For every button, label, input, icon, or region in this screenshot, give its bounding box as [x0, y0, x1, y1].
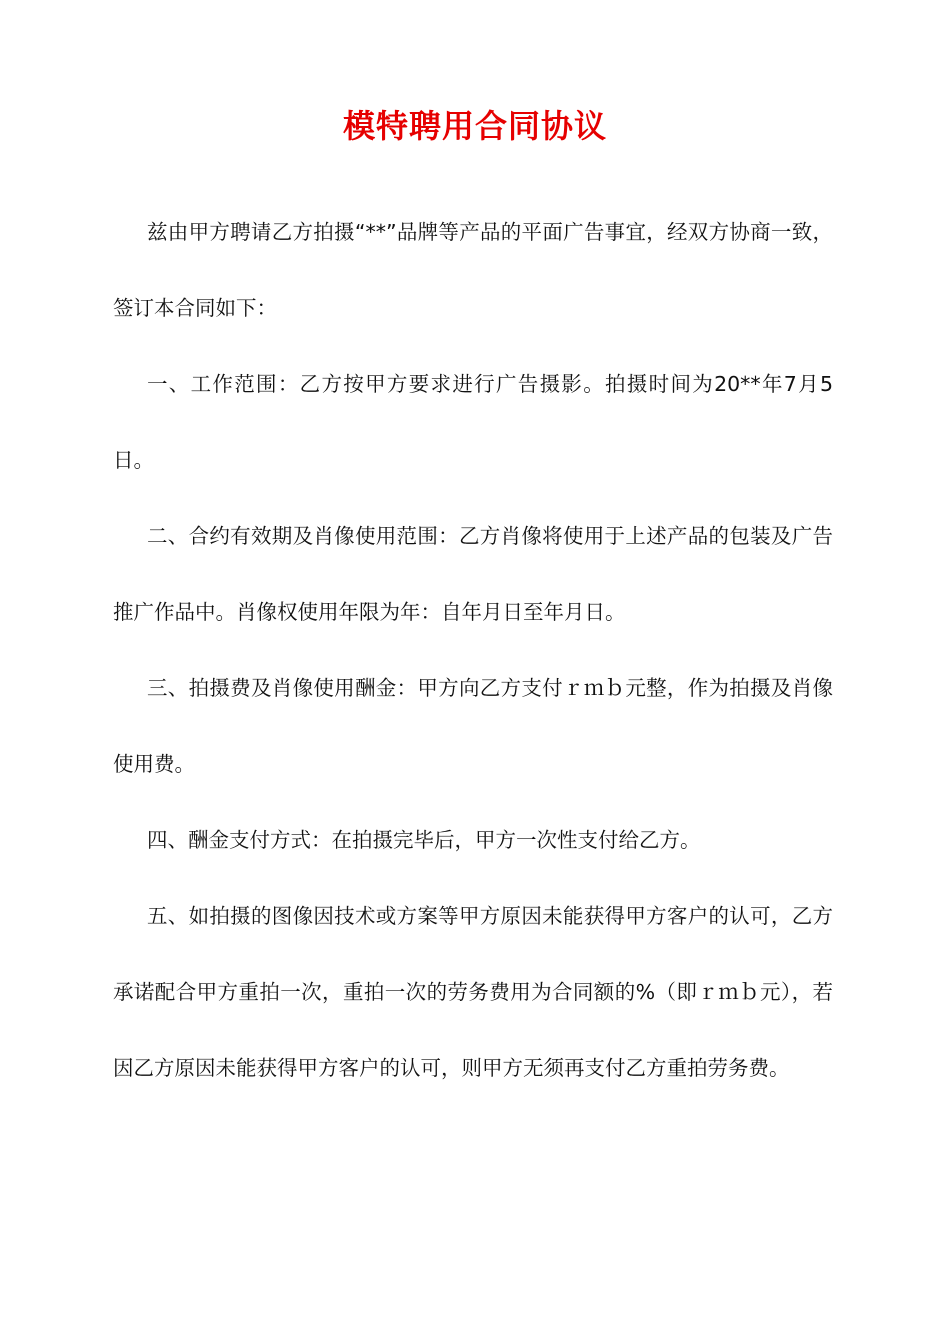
paragraph-reshoot: 五、如拍摄的图像因技术或方案等甲方原因未能获得甲方客户的认可，乙方承诺配合甲方重拍一次，重拍一次的劳务费用为合同额的%（即ｒｍｂ元），若因乙方原因未能获得甲方客户的认可，则甲方无须再支付乙方重拍劳务费。	[113, 904, 833, 1080]
paragraph-payment-method: 四、酬金支付方式：在拍摄完毕后，甲方一次性支付给乙方。	[147, 828, 701, 852]
paragraph-intro: 兹由甲方聘请乙方拍摄“**”品牌等产品的平面广告事宜，经双方协商一致，签订本合同如下：	[113, 220, 833, 320]
document-body	[113, 194, 833, 1106]
paragraph-validity-portrait: 二、合约有效期及肖像使用范围：乙方肖像将使用于上述产品的包装及广告推广作品中。肖像权使用年限为年：自年月日至年月日。	[113, 524, 833, 624]
document-title: 模特聘用合同协议	[342, 107, 607, 145]
paragraph-work-scope: 一、工作范围：乙方按甲方要求进行广告摄影。拍摄时间为20**年7月5日。	[113, 372, 833, 472]
paragraph-fee: 三、拍摄费及肖像使用酬金：甲方向乙方支付ｒｍｂ元整，作为拍摄及肖像使用费。	[113, 676, 833, 776]
